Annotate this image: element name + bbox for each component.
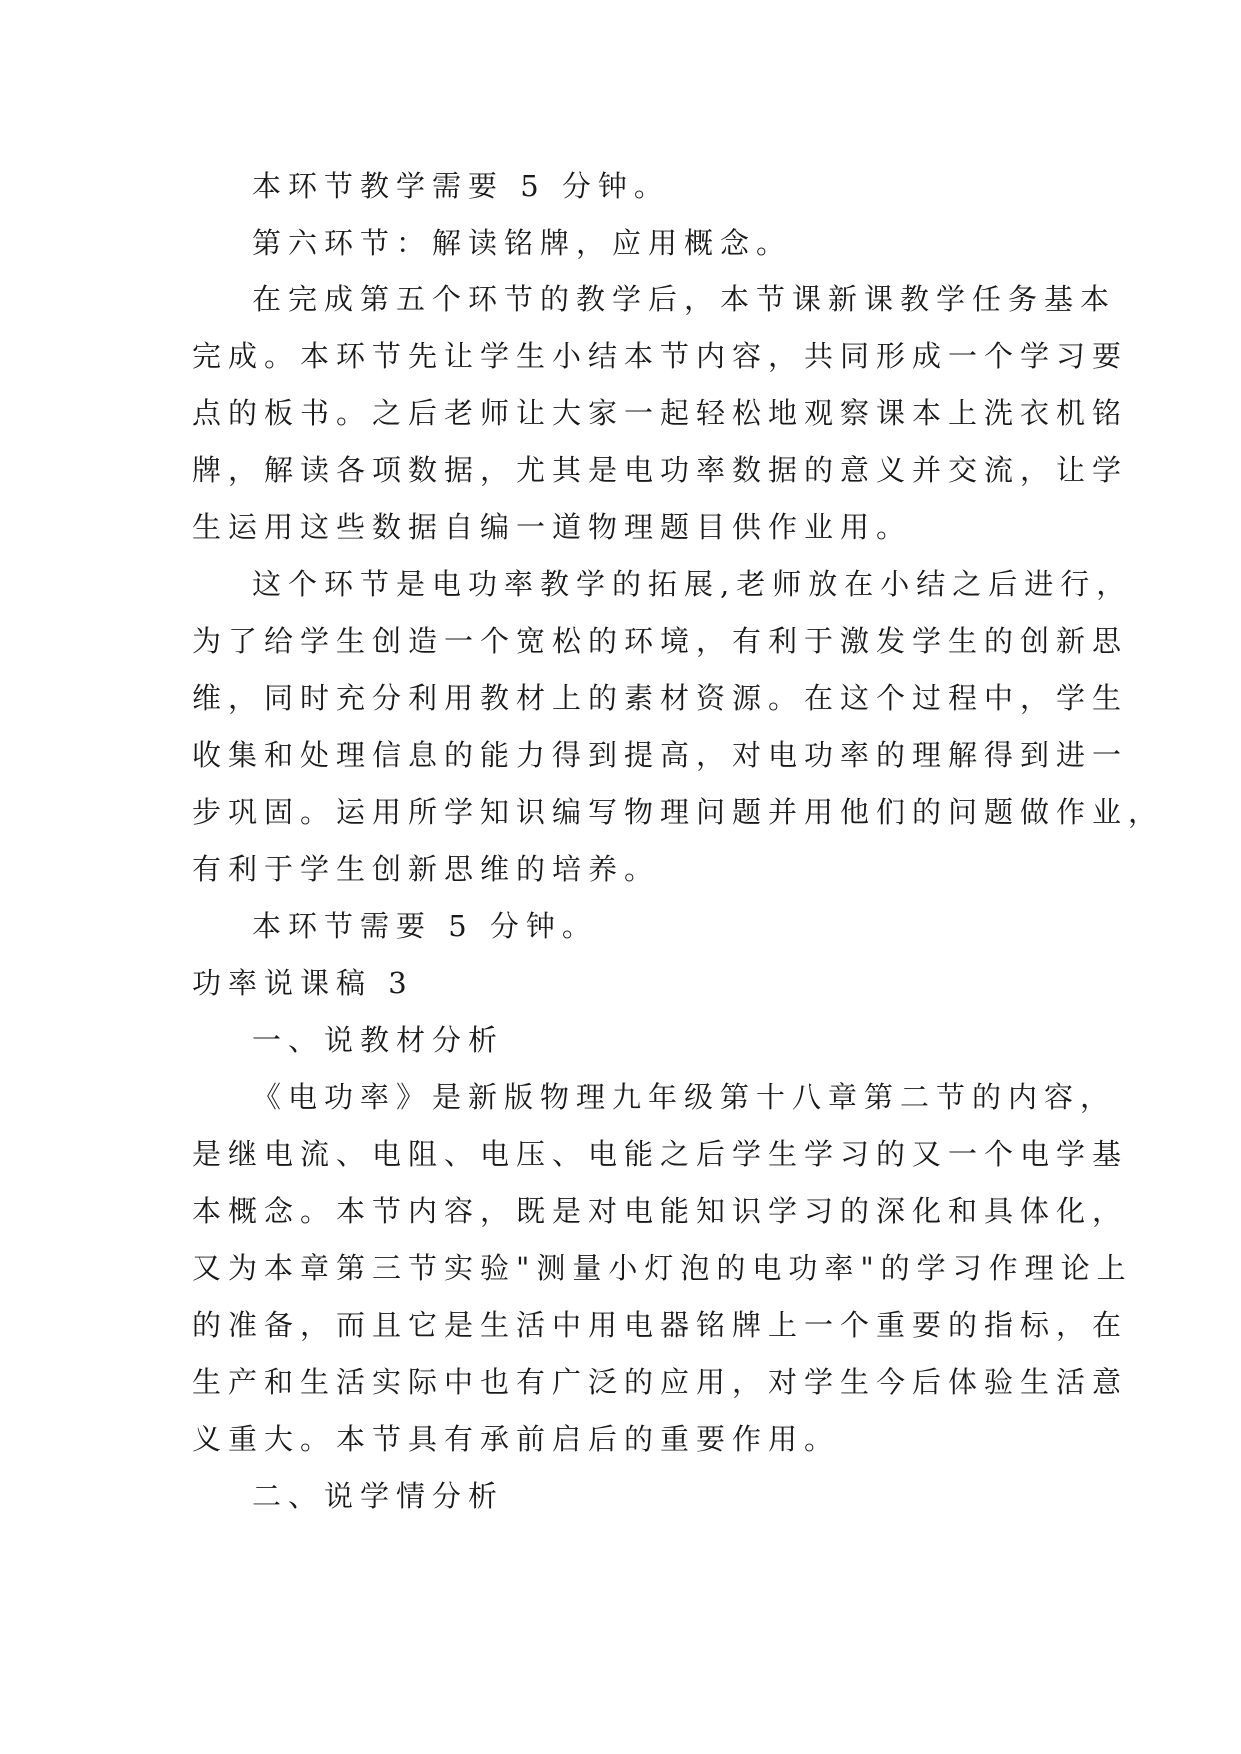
paragraph-line: 的准备，而且它是生活中用电器铭牌上一个重要的指标，在: [192, 1308, 1129, 1342]
paragraph-line: 是继电流、电阻、电压、电能之后学生学习的又一个电学基: [192, 1137, 1129, 1171]
paragraph-line: 本环节教学需要 5 分钟。: [252, 169, 670, 203]
section-heading: 二、说学情分析: [252, 1479, 505, 1513]
paragraph-line: 点的板书。之后老师让大家一起轻松地观察课本上洗衣机铭: [192, 396, 1129, 430]
paragraph-line: 牌，解读各项数据，尤其是电功率数据的意义并交流，让学: [192, 453, 1129, 487]
paragraph-line: 步巩固。运用所学知识编写物理问题并用他们的问题做作业，: [192, 795, 1165, 829]
paragraph-line: 完成。本环节先让学生小结本节内容，共同形成一个学习要: [192, 339, 1129, 373]
section-heading: 第六环节：解读铭牌，应用概念。: [252, 226, 793, 260]
paragraph-line: 这个环节是电功率教学的拓展,老师放在小结之后进行，: [252, 567, 1133, 601]
paragraph-line: 又为本章第三节实验"测量小灯泡的电功率"的学习作理论上: [192, 1251, 1133, 1285]
paragraph-line: 本概念。本节内容，既是对电能知识学习的深化和具体化，: [192, 1194, 1129, 1228]
paragraph-line: 收集和处理信息的能力得到提高，对电功率的理解得到进一: [192, 738, 1129, 772]
paragraph-line: 为了给学生创造一个宽松的环境，有利于激发学生的创新思: [192, 624, 1129, 658]
document-title: 功率说课稿 3: [192, 966, 414, 1000]
paragraph-line: 《电功率》是新版物理九年级第十八章第二节的内容，: [252, 1080, 1117, 1114]
paragraph-line: 维，同时充分利用教材上的素材资源。在这个过程中，学生: [192, 681, 1129, 715]
paragraph-line: 有利于学生创新思维的培养。: [192, 852, 661, 886]
paragraph-line: 本环节需要 5 分钟。: [252, 909, 598, 943]
paragraph-line: 生运用这些数据自编一道物理题目供作业用。: [192, 510, 913, 544]
paragraph-line: 生产和生活实际中也有广泛的应用，对学生今后体验生活意: [192, 1365, 1129, 1399]
section-heading: 一、说教材分析: [252, 1023, 505, 1057]
paragraph-line: 义重大。本节具有承前启后的重要作用。: [192, 1422, 841, 1456]
paragraph-line: 在完成第五个环节的教学后，本节课新课教学任务基本: [252, 282, 1117, 316]
